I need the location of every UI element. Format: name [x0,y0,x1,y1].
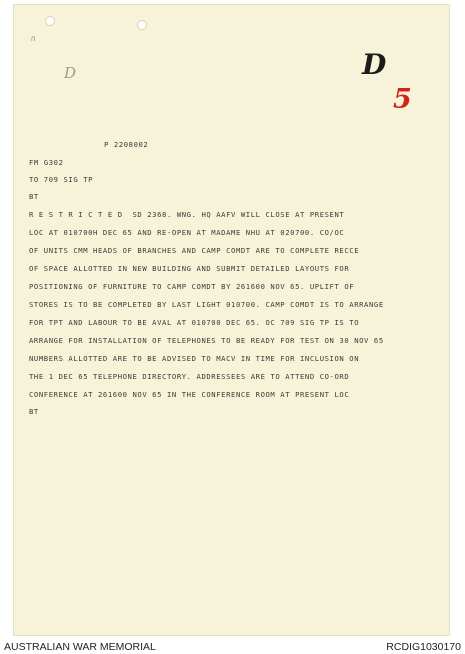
handwritten-page-number: 5 [393,84,412,115]
message-body-line: OF SPACE ALLOTTED IN NEW BUILDING AND SUBMIT DETAILED LAYOUTS FOR [29,264,350,273]
message-body-line: ARRANGE FOR INSTALLATION OF TELEPHONES TO BE READY FOR TEST ON 30 NOV 65 [29,336,384,345]
handwritten-faint-letter: D [64,64,77,82]
message-body-line: FOR TPT AND LABOUR TO BE AVAL AT 010700 DEC 65. OC 709 SIG TP IS TO [29,318,360,327]
message-body-line: CONFERENCE AT 261600 NOV 65 IN THE CONFERENCE ROOM AT PRESENT LOC [29,390,350,399]
message-from: FM G302 [29,158,64,167]
footer-record-id: RCDIG1030170 [386,641,461,653]
archive-footer [0,636,465,654]
corner-mark: ∩ [31,34,36,43]
punch-hole-left [45,16,55,26]
punch-hole-right [137,20,147,30]
message-serial: P 2208002 [104,140,149,149]
footer-institution: AUSTRALIAN WAR MEMORIAL [4,641,156,653]
message-body-line: R E S T R I C T E D SD 2368. WNG. HQ AAFV WILL CLOSE AT PRESENT [29,210,345,219]
message-to: TO 709 SIG TP [29,175,94,184]
message-body-line: OF UNITS CMM HEADS OF BRANCHES AND CAMP COMDT ARE TO COMPLETE RECCE [29,246,360,255]
handwritten-letter: D [362,48,387,81]
message-body-line: STORES IS TO BE COMPLETED BY LAST LIGHT 010700. CAMP COMDT IS TO ARRANGE [29,300,384,309]
message-body-line: LOC AT 010700H DEC 65 AND RE-OPEN AT MADAME NHU AT 020700. CO/OC [29,228,345,237]
message-bt-close: BT [29,407,39,416]
message-body-line: THE 1 DEC 65 TELEPHONE DIRECTORY. ADDRESSEES ARE TO ATTEND CO-ORD [29,372,350,381]
message-body-line: POSITIONING OF FURNITURE TO CAMP COMDT BY 261600 NOV 65. UPLIFT OF [29,282,355,291]
message-bt-open: BT [29,192,39,201]
message-body-line: NUMBERS ALLOTTED ARE TO BE ADVISED TO MACV IN TIME FOR INCLUSION ON [29,354,360,363]
